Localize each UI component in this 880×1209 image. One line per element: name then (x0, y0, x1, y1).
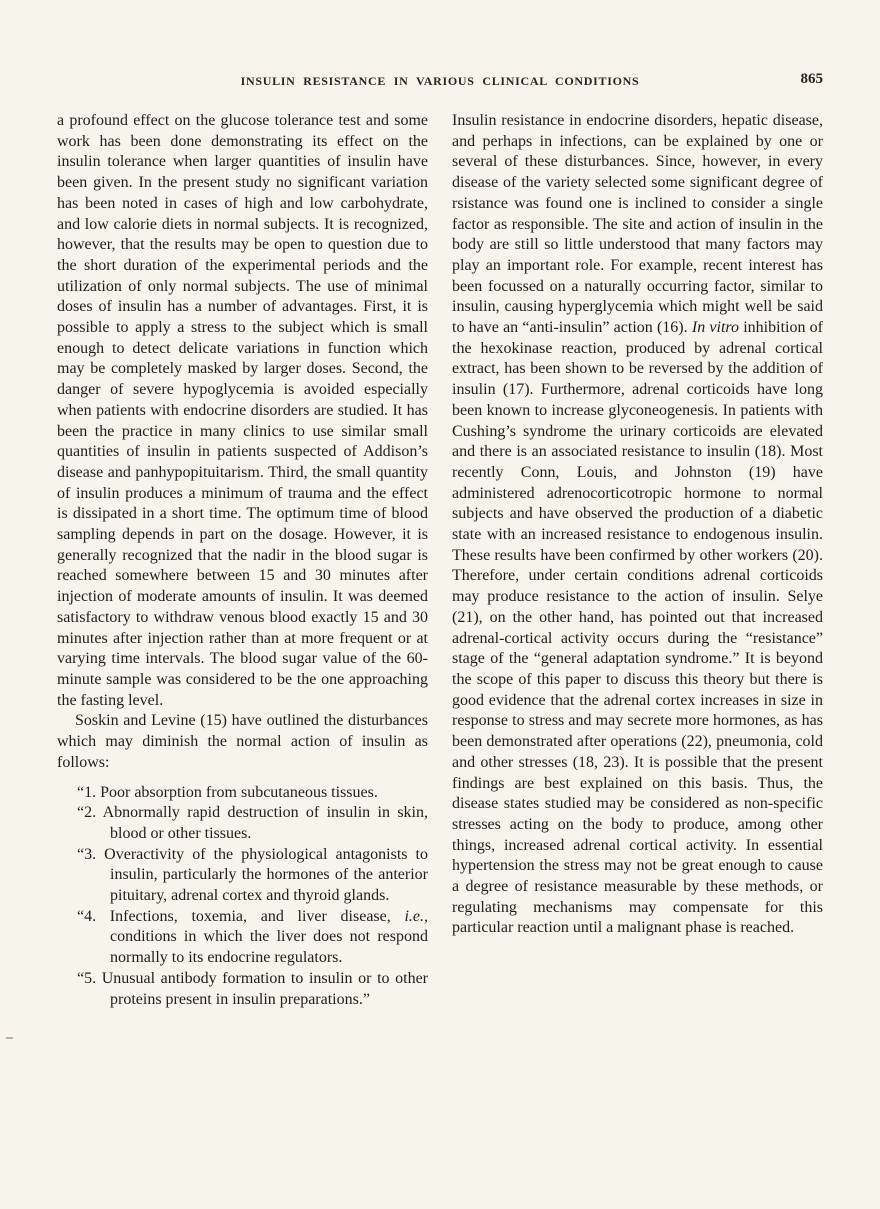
paragraph: Soskin and Levine (15) have outlined the disturbances which may diminish the normal action of insulin as follows: (57, 712, 428, 771)
paragraph: a profound effect on the glucose tolerance test and some work has been done demonstrating its effect on the insulin tolerance when larger quantities of insulin have been given. In the present study no significant variation has been noted in cases of high and low carbohydrate, and low calorie diets in normal subjects. It is recognized, however, that the results may be open to question due to the short duration of the experimental periods and the utilization of only normal subjects. The use of minimal doses of insulin has a number of advantages. First, it is possible to apply a stress to the subject which is small enough to detect delicate variations in function which may be completely masked by larger doses. Second, the danger of severe hypoglycemia is avoided especially when patients with endocrine disorders are studied. It has been the practice in many clinics to use similar small quantities of insulin in patients suspected of Addison’s disease and panhypopituitarism. Third, the small quantity of insulin produces a minimum of trauma and the effect is dissipated in a short time. The optimum time of blood sampling depends in part on the dosage. However, it is generally recognized that the nadir in the blood sugar is reached somewhere between 15 and 30 minutes after injection of moderate amounts of insulin. It was deemed satisfactory to withdraw venous blood exactly 15 and 30 minutes after injection rather than at more frequent or at varying time intervals. The blood sugar value of the 60-minute sample was considered to be the one approaching the fasting level. (57, 112, 428, 709)
paragraph: Insulin resistance in endocrine disorders, hepatic disease, and perhaps in infections, can be explained by one or several of these disturbances. Since, however, in every disease of the variety selected some significant degree of rsistance was found one is inclined to consider a single factor as responsible. The site and action of insulin in the body are still so little understood that many factors may play an important role. For example, recent interest has been focussed on a naturally occurring factor, similar to insulin, causing hyperglycemia which might well be said to have an “anti-insulin” action (16). In vitro inhibition of the hexokinase reaction, produced by adrenal cortical extract, has been shown to be reversed by the addition of insulin (17). Furthermore, adrenal corticoids have long been known to increase glyconeogenesis. In patients with Cushing’s syndrome the urinary corticoids are elevated and there is an associated resistance to insulin (18). Most recently Conn, Louis, and Johnston (19) have administered adrenocorticotropic hormone to normal subjects and have observed the production of a diabetic state with an increased resistance to endogenous insulin. These results have been confirmed by other workers (20). Therefore, under certain conditions adrenal corticoids may produce resistance to the action of insulin. Selye (21), on the other hand, has pointed out that increased adrenal-cortical activity occurs during the “resistance” stage of the “general adaptation syndrome.” It is beyond the scope of this paper to discuss this theory but there is good evidence that the adrenal cortex increases in size in response to stress and may secrete more hormones, as has been demonstrated after operations (22), pneumonia, cold and other stresses (18, 23). It is possible that the present findings are best explained on this basis. Thus, the disease states studied may be considered as non-specific stresses acting on the body to produce, among other things, increased adrenal cortical activity. In essential hypertension the stress may not be great enough to cause a degree of resistance measurable by these methods, or regulating mechanisms may compensate for this particular reaction until a malignant phase is reached. (452, 112, 824, 937)
scan-artifact (6, 1037, 13, 1039)
list-item: “1. Poor absorption from subcutaneous tissues. (77, 783, 378, 801)
list-item: “2. Abnormally rapid destruction of insulin in skin, blood or other tissues. (77, 804, 428, 842)
running-title: INSULIN RESISTANCE IN VARIOUS CLINICAL CONDITIONS (240, 74, 640, 88)
right-column (452, 111, 823, 1010)
left-column (57, 111, 428, 1010)
text-columns (57, 111, 823, 1010)
list-item: “3. Overactivity of the physiological antagonists to insulin, particularly the hormones of the anterior pituitary, adrenal cortex and thyroid glands. (77, 845, 428, 905)
list-item: “5. Unusual antibody formation to insulin or to other proteins present in insulin preparations.” (77, 969, 428, 1008)
page-number: 865 (800, 71, 823, 87)
numbered-quote-list (77, 783, 428, 1011)
page-header (57, 71, 823, 94)
list-item: “4. Infections, toxemia, and liver disease, i.e., conditions in which the liver does not respond normally to its endocrine regulators. (77, 907, 428, 967)
